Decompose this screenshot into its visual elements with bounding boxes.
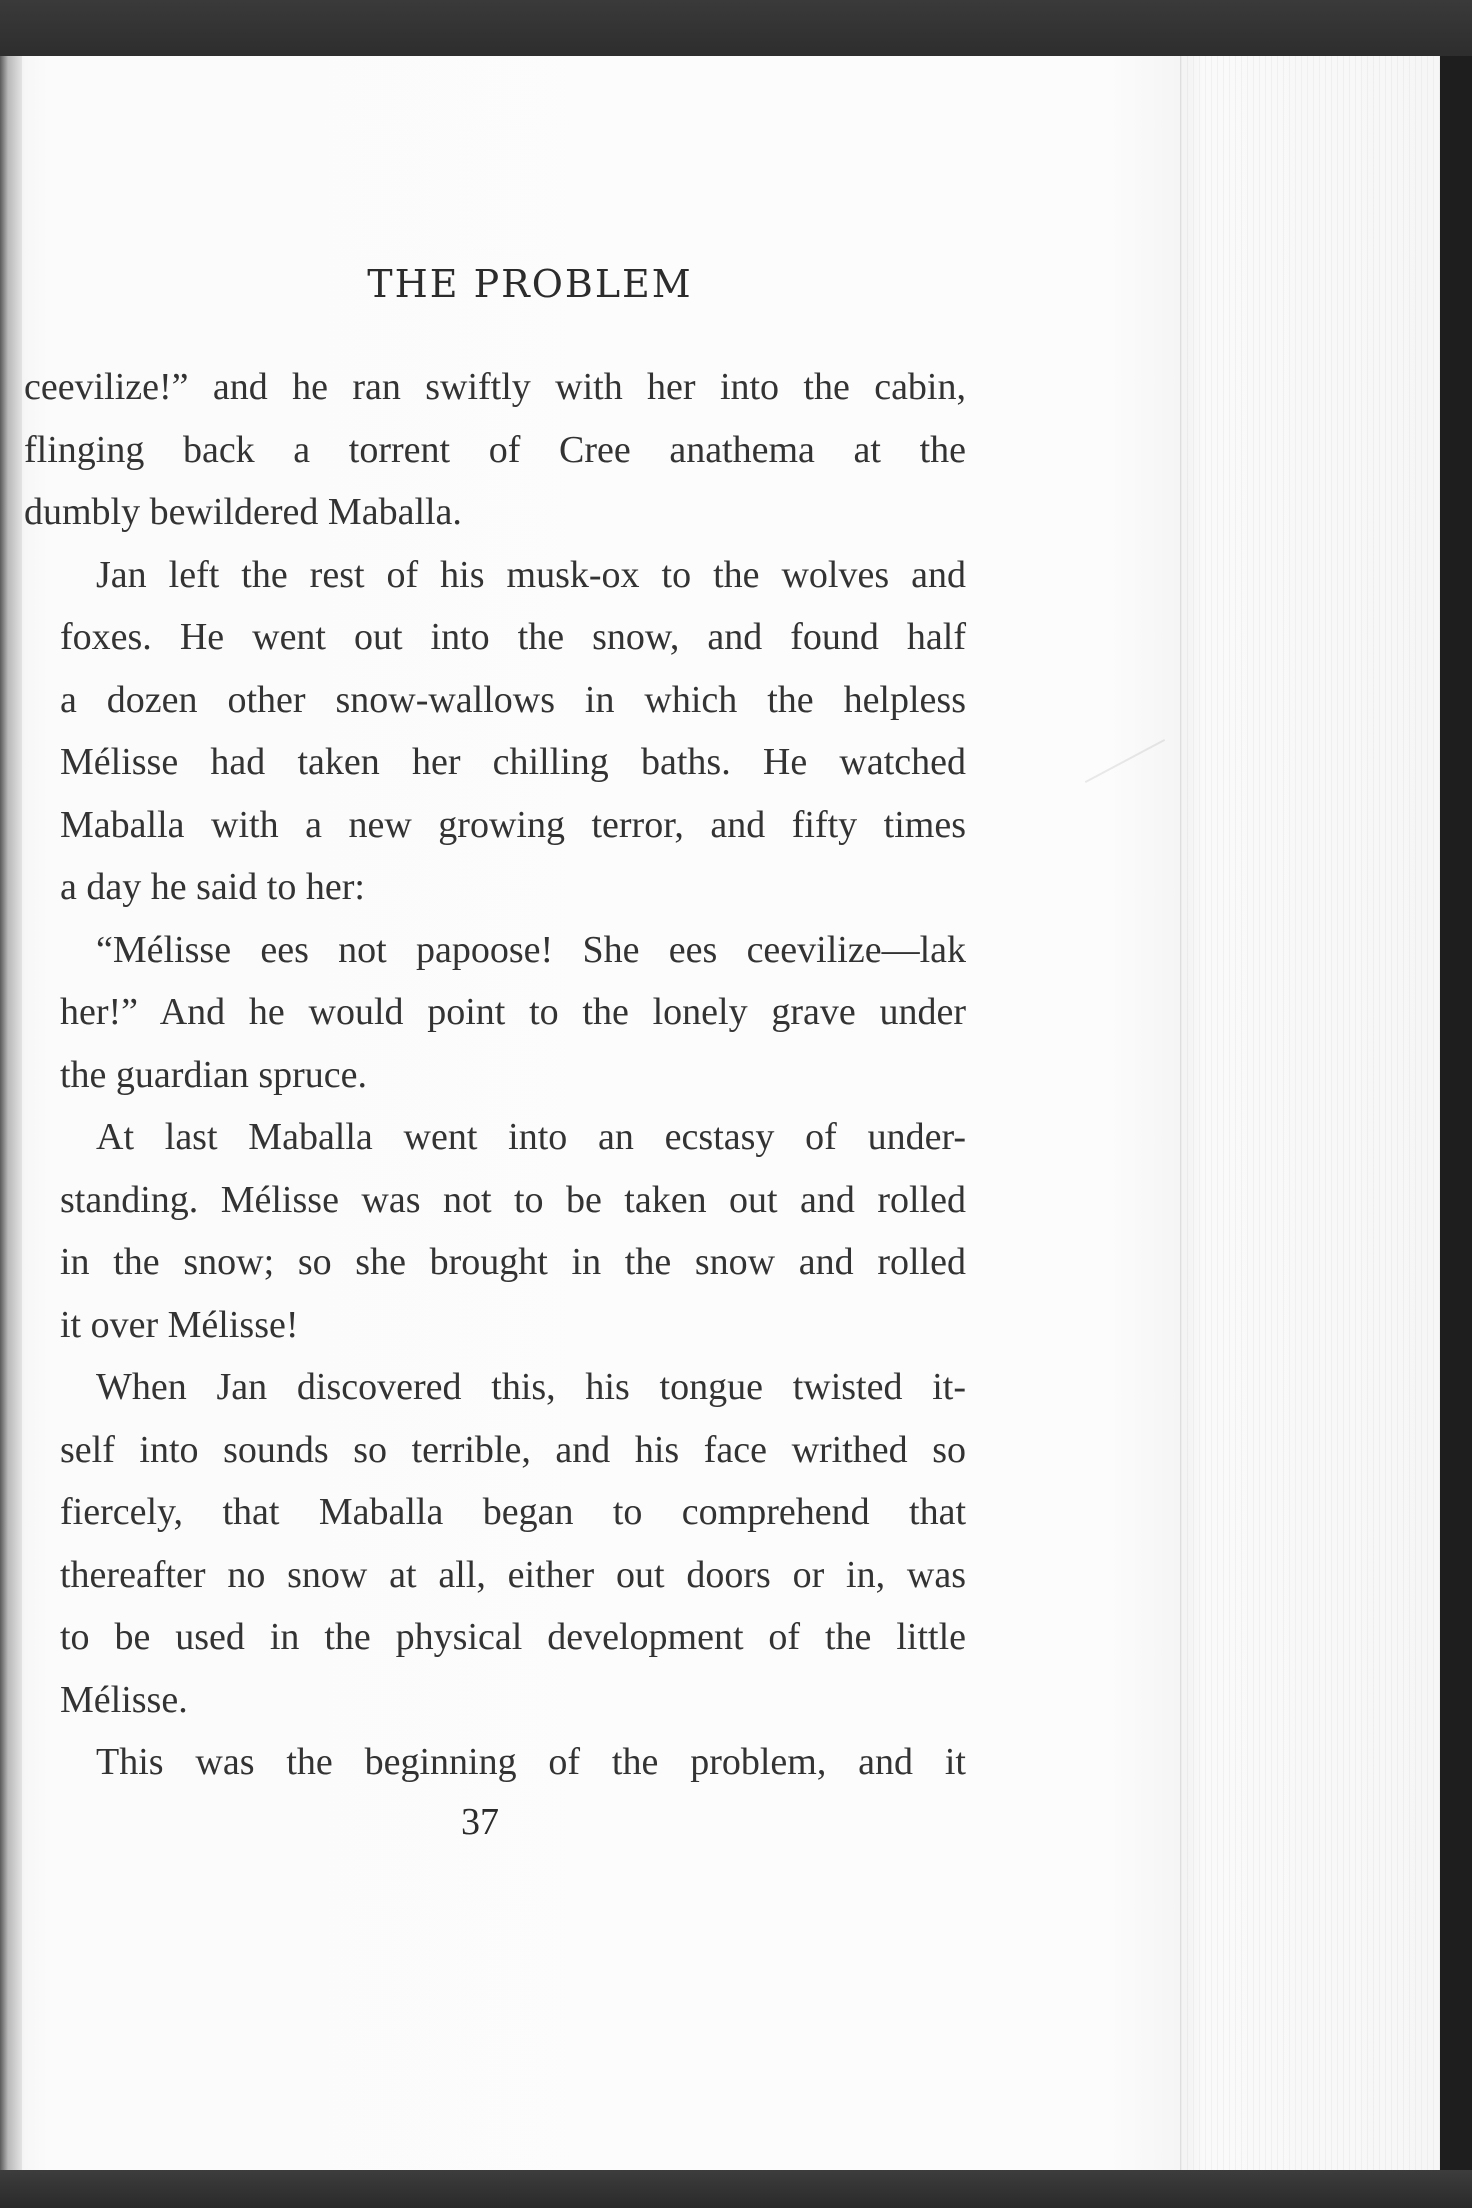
- paragraph: [24, 1731, 966, 1794]
- text-line: the guardian spruce.: [60, 1053, 368, 1096]
- text-line: Mélisse had taken her chilling baths. He watched: [60, 741, 966, 783]
- running-head: THE PROBLEM: [367, 262, 693, 306]
- text-line: in the snow; so she brought in the snow and rolled: [60, 1241, 966, 1283]
- scan-right-border: [1440, 56, 1472, 2208]
- text-line: “Mélisse ees not papoose! She ees ceevilize—lak: [96, 928, 966, 971]
- paragraph: [24, 1106, 966, 1356]
- text-line: This was the beginning of the problem, and it: [96, 1741, 966, 1783]
- text-line: ceevilize!” and he ran swiftly with her into the cabin,: [24, 366, 966, 408]
- text-line: a dozen other snow-wallows in which the helpless: [60, 678, 966, 721]
- page-stack-edge: [1180, 56, 1441, 2208]
- text-line: it over Mélisse!: [60, 1303, 299, 1346]
- text-line: dumbly bewildered Maballa.: [24, 491, 462, 533]
- text-line: Mélisse.: [60, 1678, 188, 1721]
- paragraph: [24, 544, 966, 919]
- text-line: When Jan discovered this, his tongue twisted it-: [96, 1366, 966, 1408]
- text-line: At last Maballa went into an ecstasy of under-: [96, 1116, 966, 1158]
- page-number: 37: [461, 1801, 499, 1843]
- text-line: foxes. He went out into the snow, and found half: [60, 616, 966, 658]
- scan-bottom-border: [0, 2170, 1472, 2208]
- text-line: standing. Mélisse was not to be taken out and rolled: [60, 1178, 966, 1221]
- paragraph: [24, 356, 966, 544]
- gutter-shadow: [0, 56, 22, 2176]
- text-line: fiercely, that Maballa began to comprehend that: [60, 1491, 966, 1533]
- text-line: a day he said to her:: [60, 866, 365, 908]
- body-text: [24, 356, 966, 1794]
- paragraph: [24, 919, 966, 1107]
- scan-top-border: [0, 0, 1472, 62]
- text-line: flinging back a torrent of Cree anathema at the: [24, 428, 966, 471]
- text-line: Maballa with a new growing terror, and fifty times: [60, 803, 966, 846]
- text-line: Jan left the rest of his musk-ox to the wolves and: [96, 553, 966, 596]
- paragraph: [24, 1356, 966, 1731]
- text-line: to be used in the physical development of the little: [60, 1616, 966, 1658]
- text-line: thereafter no snow at all, either out doors or in, was: [60, 1553, 966, 1596]
- text-line: her!” And he would point to the lonely grave under: [60, 991, 966, 1033]
- text-line: self into sounds so terrible, and his face writhed so: [60, 1428, 966, 1471]
